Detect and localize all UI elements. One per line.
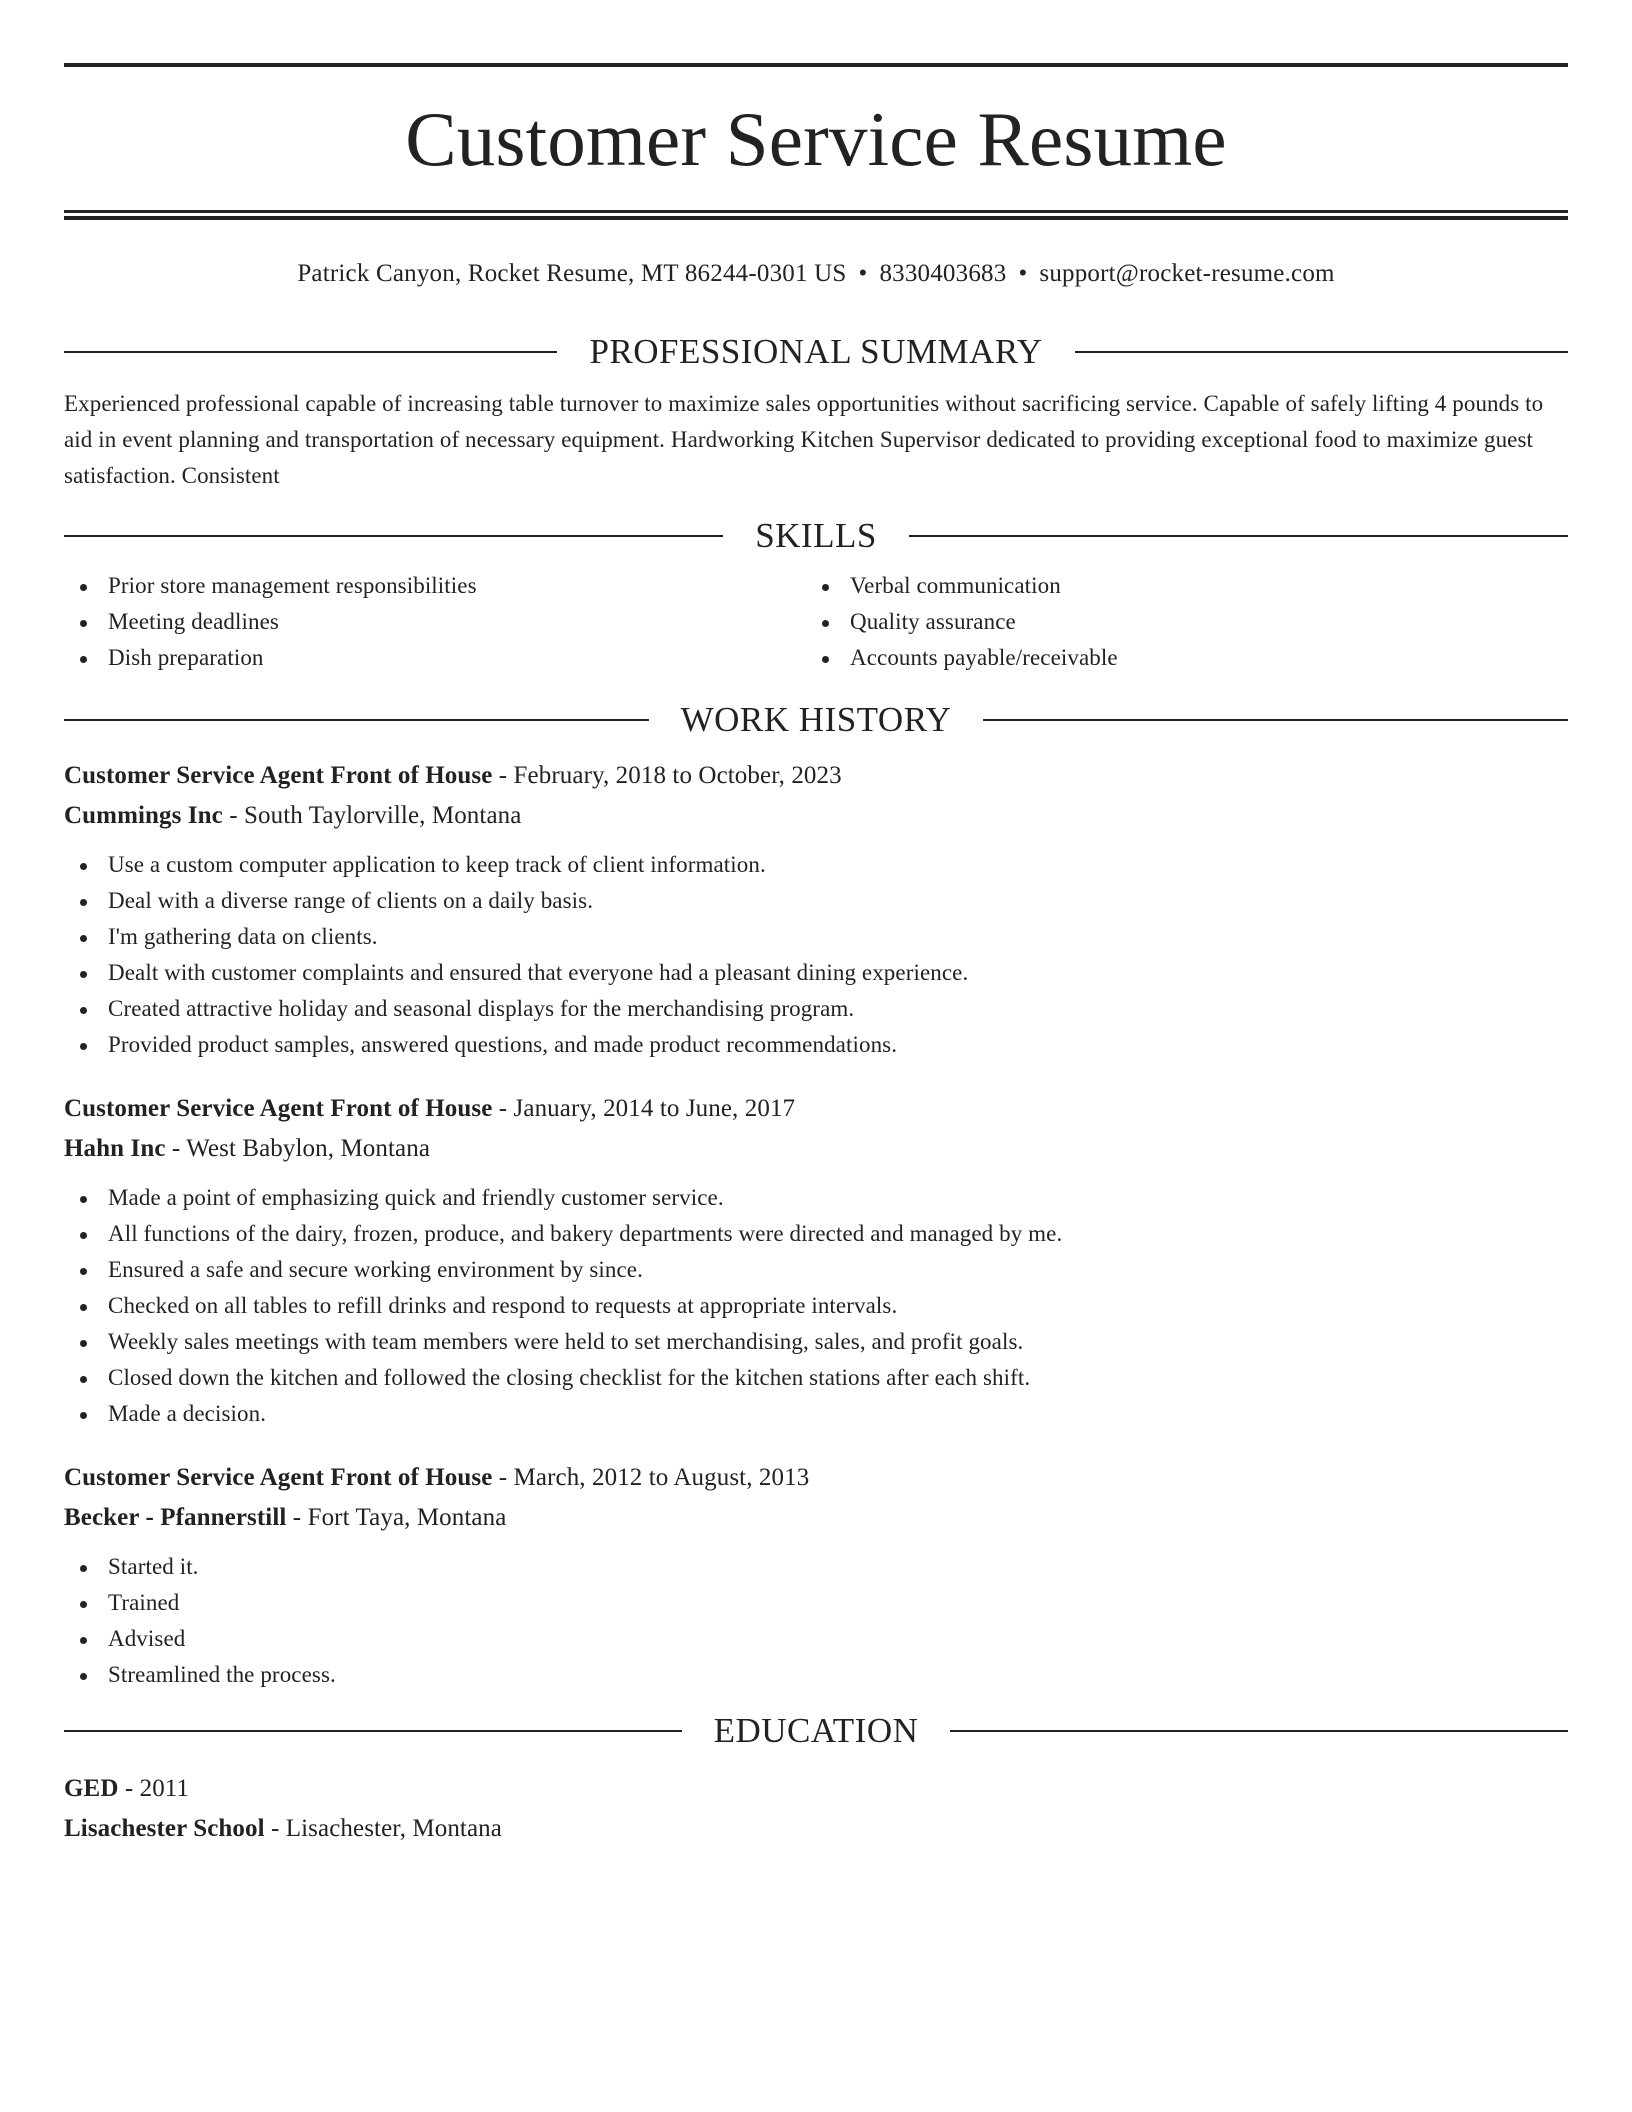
job-title: Customer Service Agent Front of House bbox=[64, 1464, 493, 1491]
job-bullet: Checked on all tables to refill drinks and respond to requests at appropriate intervals. bbox=[64, 1288, 1568, 1324]
skill-item: Dish preparation bbox=[64, 640, 806, 676]
skill-item: Accounts payable/receivable bbox=[806, 640, 1548, 676]
job-location: - Fort Taya, Montana bbox=[286, 1504, 507, 1531]
education-year: - 2011 bbox=[118, 1775, 190, 1802]
job-dates: - January, 2014 to June, 2017 bbox=[492, 1095, 796, 1122]
job-company-line bbox=[64, 1498, 1568, 1538]
education-entry bbox=[64, 1769, 1568, 1849]
job-title-line bbox=[64, 1089, 1568, 1129]
skills-heading bbox=[64, 512, 1568, 560]
job-bullet: Closed down the kitchen and followed the closing checklist for the kitchen stations after each shift. bbox=[64, 1360, 1568, 1396]
heading-rule-left bbox=[64, 351, 557, 353]
contact-phone: 8330403683 bbox=[879, 260, 1007, 287]
skills-column-right bbox=[806, 568, 1548, 676]
skills-column-left bbox=[64, 568, 806, 676]
job-bullet: Use a custom computer application to keep track of client information. bbox=[64, 847, 1568, 883]
heading-rule-right bbox=[909, 535, 1568, 537]
education-school: Lisachester School bbox=[64, 1815, 265, 1842]
job-title-line bbox=[64, 756, 1568, 796]
contact-separator: • bbox=[858, 260, 868, 287]
job-bullet: I'm gathering data on clients. bbox=[64, 919, 1568, 955]
job-company: Hahn Inc bbox=[64, 1135, 166, 1162]
resume-title: Customer Service Resume bbox=[405, 96, 1227, 182]
contact-separator: • bbox=[1018, 260, 1028, 287]
education-location: - Lisachester, Montana bbox=[264, 1815, 502, 1842]
job-company-line bbox=[64, 1129, 1568, 1169]
job-dates: - March, 2012 to August, 2013 bbox=[492, 1464, 810, 1491]
summary-text: Experienced professional capable of increasing table turnover to maximize sales opportunities without sacrificing service. Capable of safely lifting 4 pounds to aid in event planning and transportation of necessary equipment. Hardworking Kitchen Supervisor dedicated to providing exceptional food to maximize guest satisfaction. Consistent bbox=[64, 391, 1544, 488]
job-bullets bbox=[64, 847, 1568, 1063]
contact-email: support@rocket-resume.com bbox=[1039, 260, 1335, 287]
skills-list bbox=[64, 568, 1568, 676]
job-bullet: Streamlined the process. bbox=[64, 1657, 1568, 1693]
job-title: Customer Service Agent Front of House bbox=[64, 762, 493, 789]
job-bullet: Provided product samples, answered questions, and made product recommendations. bbox=[64, 1027, 1568, 1063]
job-company-line bbox=[64, 796, 1568, 836]
job-bullet: Made a point of emphasizing quick and friendly customer service. bbox=[64, 1180, 1568, 1216]
job-bullet: Weekly sales meetings with team members were held to set merchandising, sales, and profit goals. bbox=[64, 1324, 1568, 1360]
job-entry bbox=[64, 1458, 1568, 1693]
education-degree: GED bbox=[64, 1775, 119, 1802]
job-entry bbox=[64, 756, 1568, 1063]
heading-rule-left bbox=[64, 719, 649, 721]
job-bullet: Deal with a diverse range of clients on a daily basis. bbox=[64, 883, 1568, 919]
job-bullets bbox=[64, 1180, 1568, 1432]
skill-item: Quality assurance bbox=[806, 604, 1548, 640]
job-location: - South Taylorville, Montana bbox=[222, 802, 522, 829]
work-history bbox=[64, 756, 1568, 1693]
heading-rule-left bbox=[64, 535, 723, 537]
summary-heading-label: PROFESSIONAL SUMMARY bbox=[589, 332, 1043, 371]
job-dates: - February, 2018 to October, 2023 bbox=[492, 762, 842, 789]
job-location: - West Babylon, Montana bbox=[165, 1135, 431, 1162]
job-company: Becker - Pfannerstill bbox=[64, 1504, 287, 1531]
skills-heading-label: SKILLS bbox=[755, 516, 877, 555]
summary-heading bbox=[64, 328, 1568, 376]
work-heading-label: WORK HISTORY bbox=[680, 700, 952, 739]
education-heading bbox=[64, 1707, 1568, 1755]
contact-line bbox=[64, 256, 1568, 292]
heading-rule-left bbox=[64, 1730, 682, 1732]
job-bullet: Ensured a safe and secure working environment by since. bbox=[64, 1252, 1568, 1288]
job-entry bbox=[64, 1089, 1568, 1432]
top-rule bbox=[64, 63, 1568, 67]
job-company: Cummings Inc bbox=[64, 802, 223, 829]
job-title: Customer Service Agent Front of House bbox=[64, 1095, 493, 1122]
skill-item: Meeting deadlines bbox=[64, 604, 806, 640]
title-double-rule bbox=[64, 210, 1568, 220]
education-degree-line bbox=[64, 1769, 1568, 1809]
job-bullet: Dealt with customer complaints and ensured that everyone had a pleasant dining experience. bbox=[64, 955, 1568, 991]
job-bullet: All functions of the dairy, frozen, produce, and bakery departments were directed and managed by me. bbox=[64, 1216, 1568, 1252]
skill-item: Verbal communication bbox=[806, 568, 1548, 604]
skill-item: Prior store management responsibilities bbox=[64, 568, 806, 604]
job-bullet: Made a decision. bbox=[64, 1396, 1568, 1432]
job-title-line bbox=[64, 1458, 1568, 1498]
education-school-line bbox=[64, 1809, 1568, 1849]
job-bullet: Created attractive holiday and seasonal displays for the merchandising program. bbox=[64, 991, 1568, 1027]
job-bullet: Started it. bbox=[64, 1549, 1568, 1585]
job-bullets bbox=[64, 1549, 1568, 1693]
heading-rule-right bbox=[1075, 351, 1568, 353]
heading-rule-right bbox=[950, 1730, 1568, 1732]
contact-address: Patrick Canyon, Rocket Resume, MT 86244-0301 US bbox=[297, 260, 847, 287]
job-bullet: Advised bbox=[64, 1621, 1568, 1657]
work-heading bbox=[64, 696, 1568, 744]
heading-rule-right bbox=[983, 719, 1568, 721]
education-heading-label: EDUCATION bbox=[713, 1711, 919, 1750]
job-bullet: Trained bbox=[64, 1585, 1568, 1621]
